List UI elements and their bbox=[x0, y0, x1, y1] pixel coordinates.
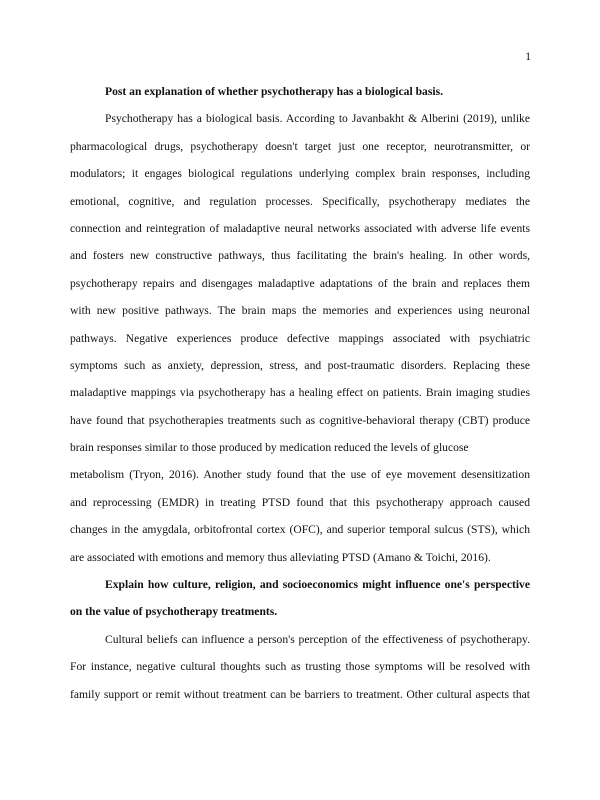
heading-line: Explain how culture, religion, and socioeconomics might influence one's perspective bbox=[105, 578, 530, 592]
heading-line: on the value of psychotherapy treatments. bbox=[70, 605, 278, 619]
body-text-line: metabolism (Tryon, 2016). Another study found that the use of eye movement desensitization bbox=[70, 468, 530, 482]
body-text-line: maladaptive mappings via psychotherapy has a healing effect on patients. Brain imaging studies bbox=[70, 386, 530, 400]
body-text-line: and fosters new constructive pathways, thus facilitating the brain's healing. In other words, bbox=[70, 249, 530, 263]
body-text-line: psychotherapy repairs and disengages maladaptive adaptations of the brain and replaces them bbox=[70, 276, 530, 290]
body-text-line: have found that psychotherapies treatments such as cognitive-behavioral therapy (CBT) produce bbox=[70, 413, 530, 427]
body-text-line: modulators; it engages biological regulations underlying complex brain responses, including bbox=[70, 167, 530, 181]
body-text-line: family support or remit without treatment can be barriers to treatment. Other cultural aspects that bbox=[70, 687, 530, 701]
body-text-line: with new positive pathways. The brain maps the memories and experiences using neuronal bbox=[70, 304, 530, 318]
body-text-line: Psychotherapy has a biological basis. According to Javanbakht & Alberini (2019), unlike bbox=[105, 112, 530, 126]
body-text-line: brain responses similar to those produced by medication reduced the levels of glucose bbox=[70, 441, 469, 455]
body-text-line: For instance, negative cultural thoughts such as trusting those symptoms will be resolved with bbox=[70, 660, 530, 674]
body-text-line: emotional, cognitive, and regulation processes. Specifically, psychotherapy mediates the bbox=[70, 194, 530, 208]
page-number: 1 bbox=[525, 51, 531, 63]
body-text-line: are associated with emotions and memory thus alleviating PTSD (Amano & Toichi, 2016). bbox=[70, 550, 491, 564]
body-text-line: changes in the amygdala, orbitofrontal cortex (OFC), and superior temporal sulcus (STS), which bbox=[70, 523, 530, 537]
body-text-line: connection and reintegration of maladaptive neural networks associated with adverse life events bbox=[70, 221, 530, 235]
heading-line: Post an explanation of whether psychotherapy has a biological basis. bbox=[105, 85, 443, 98]
document-body bbox=[70, 78, 530, 708]
body-text-line: symptoms such as anxiety, depression, stress, and post-traumatic disorders. Replacing these bbox=[70, 358, 530, 372]
body-text-line: pharmacological drugs, psychotherapy doesn't target just one receptor, neurotransmitter, or bbox=[70, 139, 530, 153]
body-text-line: Cultural beliefs can influence a person's perception of the effectiveness of psychotherapy. bbox=[105, 632, 530, 646]
body-text-line: pathways. Negative experiences produce defective mappings associated with psychiatric bbox=[70, 331, 530, 345]
body-text-line: and reprocessing (EMDR) in treating PTSD found that this psychotherapy approach caused bbox=[70, 495, 530, 509]
